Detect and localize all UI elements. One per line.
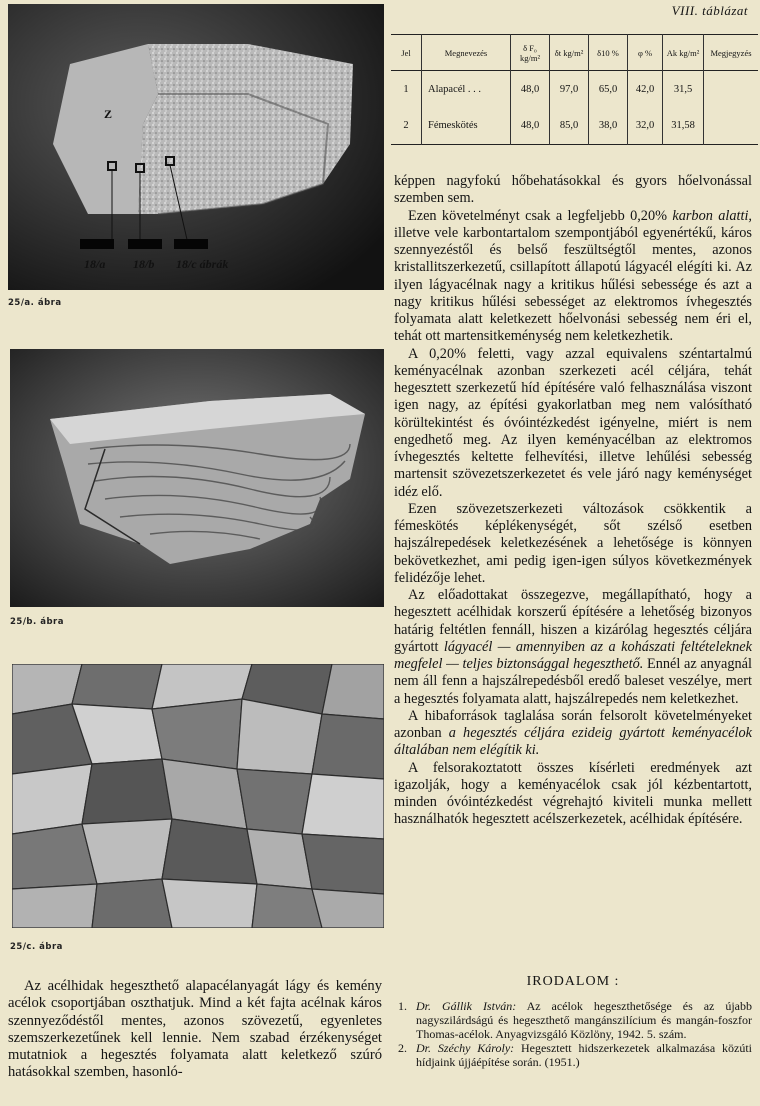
paragraph: A 0,20% feletti, vagy azzal equivalens széntartalmú keményacélnak azonban szerkezeti acél céljára, tehát hegesztett szerkezetű híd építésére való felhasználása viszont igen nagy, az építési gyakorlatban meg nem valósítható körültekintést és óvóintézkedést igényelne, miért is nem engedhető meg. Az ilyen keményacélban az elektromos ívhegesztés keltette felhevítési, illetve lehűlési sebesség martensit szövezetszerkezetet és vele járó nagy keménységet idéz elő.: [394, 345, 752, 500]
text-run-italic: karbon alatti,: [672, 207, 752, 224]
table-cell: 97,0: [550, 71, 589, 108]
paragraph: [394, 708, 752, 760]
table-cell: 85,0: [550, 108, 589, 145]
figure-25a-caption: 25/a. ábra: [8, 298, 62, 308]
paragraph: képpen nagyfokú hőbehatásokkal és gyors hőelvonással szemben sem.: [394, 173, 752, 207]
reference-author: Dr. Gállik István:: [416, 999, 517, 1013]
paragraph: [394, 587, 752, 708]
figure-25c-photo: [12, 664, 384, 928]
reference-author: Dr. Széchy Károly:: [416, 1041, 515, 1056]
references-list: [394, 1000, 752, 1071]
right-column-text: [394, 173, 752, 829]
table-cell: 2: [403, 120, 409, 132]
reference-item: [394, 1042, 752, 1070]
left-column-text: [8, 978, 382, 1082]
table-cell: 1: [403, 83, 409, 95]
table-header-cell: Ak kg/m²: [663, 35, 704, 71]
table-header-cell: δ F₀ kg/m²: [511, 35, 550, 71]
table-header-cell: δt kg/m²: [550, 35, 589, 71]
table-header-cell: φ %: [628, 35, 663, 71]
figure-25a-label-18b: 18/b: [133, 257, 155, 271]
table-cell: 32,0: [628, 108, 663, 145]
reference-text: Az acélok hegeszthetősége és az újabb nagyszilárdságú és hegeszthető mangánszilícium és mangán-foszfor Thomas-acélok. Anyagvizsgáló Közlöny, 1942. 5. szám.: [416, 999, 752, 1041]
table-header-cell: δ10 %: [589, 35, 628, 71]
text-run: Ezen követelményt csak a legfeljebb 0,20%: [408, 207, 673, 224]
table-cell: Fémeskötés: [422, 108, 511, 145]
reference-text: Hegesztett hidszerkezetek alkalmazása közúti hídjaink újjáépítése során. (1951.): [416, 1041, 752, 1070]
reference-number: 2.: [398, 1041, 407, 1056]
table-cell: 48,0: [511, 71, 550, 108]
table-title: VIII. táblázat: [671, 3, 748, 18]
text-run-italic: a hegesztés céljára ezideig gyártott keményacélok általában nem elégítik ki.: [394, 725, 752, 759]
paragraph: [394, 208, 752, 346]
table-cell: 31,58: [663, 108, 704, 145]
paragraph: Az acélhidak hegeszthető alapacélanyagát lágy és kemény acélok csoportjában oszthatjuk. Mind a két fajta acélnak káros szennyeződéstől mentes, azonos szövezetű, egyenletes szemszerkezetűnek kell lennie. Nem szabad érzékenységet mutatniok a hegesztés folyamata alatt keletkező szúró hatásokkal szemben, hasonló-: [8, 978, 382, 1081]
table-header-cell: Jel: [401, 47, 411, 58]
text-run: Az előadottakat összegezve, megállapítható, hogy a hegesztett acélhidak korszerű építésére a lehetőség bizonyos határig feltétlen fennáll, hiszen a kizárólag hegesztés céljára gyártott: [394, 587, 752, 655]
text-run: illetve vele karbontartalom szempontjából egyenértékű, káros szennyezéstől és belső feszültségtől mentes, azonos kristallitszerkezetű, csillapított állapotú lágyacél elégíti ki. Az ilyen lágyacélnak nagy a kritikus hűlési sebessége és azt a nagy kritikus hűlési sebességet az elektromos ívhegesztés folyamata alatt keletkezett hőelvonási sebesség nem éri el, tehát ott martensitkeménység nem keletkezhetik.: [394, 224, 752, 345]
figure-25a-label-18c: 18/c ábrák: [176, 257, 229, 271]
reference-item: [394, 1000, 752, 1041]
paragraph: Ezen szövezetszerkezeti változások csökkentik a fémeskötés képlékenységét, sőt szélső esetben hajszálrepedések keletkezésének a lehetősége is könnyen bekövetkezhet, ami pedig igen-igen súlyos következmények felidézője lehet.: [394, 500, 752, 586]
table-header-cell: Megnevezés: [422, 35, 511, 71]
text-run-italic: lágyacél — amennyiben az a kohászati feltételeknek megfelel — teljes biztonsággal hegeszthető.: [394, 638, 752, 672]
table-cell: [704, 108, 759, 145]
figure-25a-label-18a: 18/a: [84, 257, 106, 271]
text-run: Ennél az anyagnál nem áll fenn a hajszálrepedésből eredő baleset veszélye, mert a hegesztés folyamata alatt, hajszálrepedés nem keletkezhet.: [394, 656, 752, 707]
figure-25b-photo: [10, 349, 384, 607]
table-cell: 48,0: [511, 108, 550, 145]
table-cell: 38,0: [589, 108, 628, 145]
table-cell: 42,0: [628, 71, 663, 108]
figure-25c-caption: 25/c. ábra: [10, 942, 63, 952]
text-run: A hibaforrások taglalása során felsorolt követelményeket azonban: [394, 707, 752, 741]
figure-25b-caption: 25/b. ábra: [10, 617, 64, 627]
properties-table: [391, 34, 758, 145]
table-cell: 65,0: [589, 71, 628, 108]
table-header-row: [391, 35, 758, 71]
figure-25a-marker-z: Z: [104, 107, 113, 121]
table-row: [391, 108, 758, 145]
table-cell: Alapacél . . .: [422, 71, 511, 108]
table-header-cell: Megjegyzés: [704, 35, 759, 71]
reference-number: 1.: [398, 999, 407, 1013]
figure-25a-photo: [8, 4, 384, 290]
table-cell: 31,5: [663, 71, 704, 108]
table-cell: [704, 71, 759, 108]
table-row: [391, 71, 758, 108]
references-heading: IRODALOM :: [526, 974, 620, 989]
paragraph: A felsorakoztatott összes kísérleti eredmények azt igazolják, hogy a keményacélok csak jól kézbentartott, minden óvóintézkedést végrehajtó kiviteli munka mellett használhatók hegesztett acélszerkezetek, acélhidak építésére.: [394, 759, 752, 828]
